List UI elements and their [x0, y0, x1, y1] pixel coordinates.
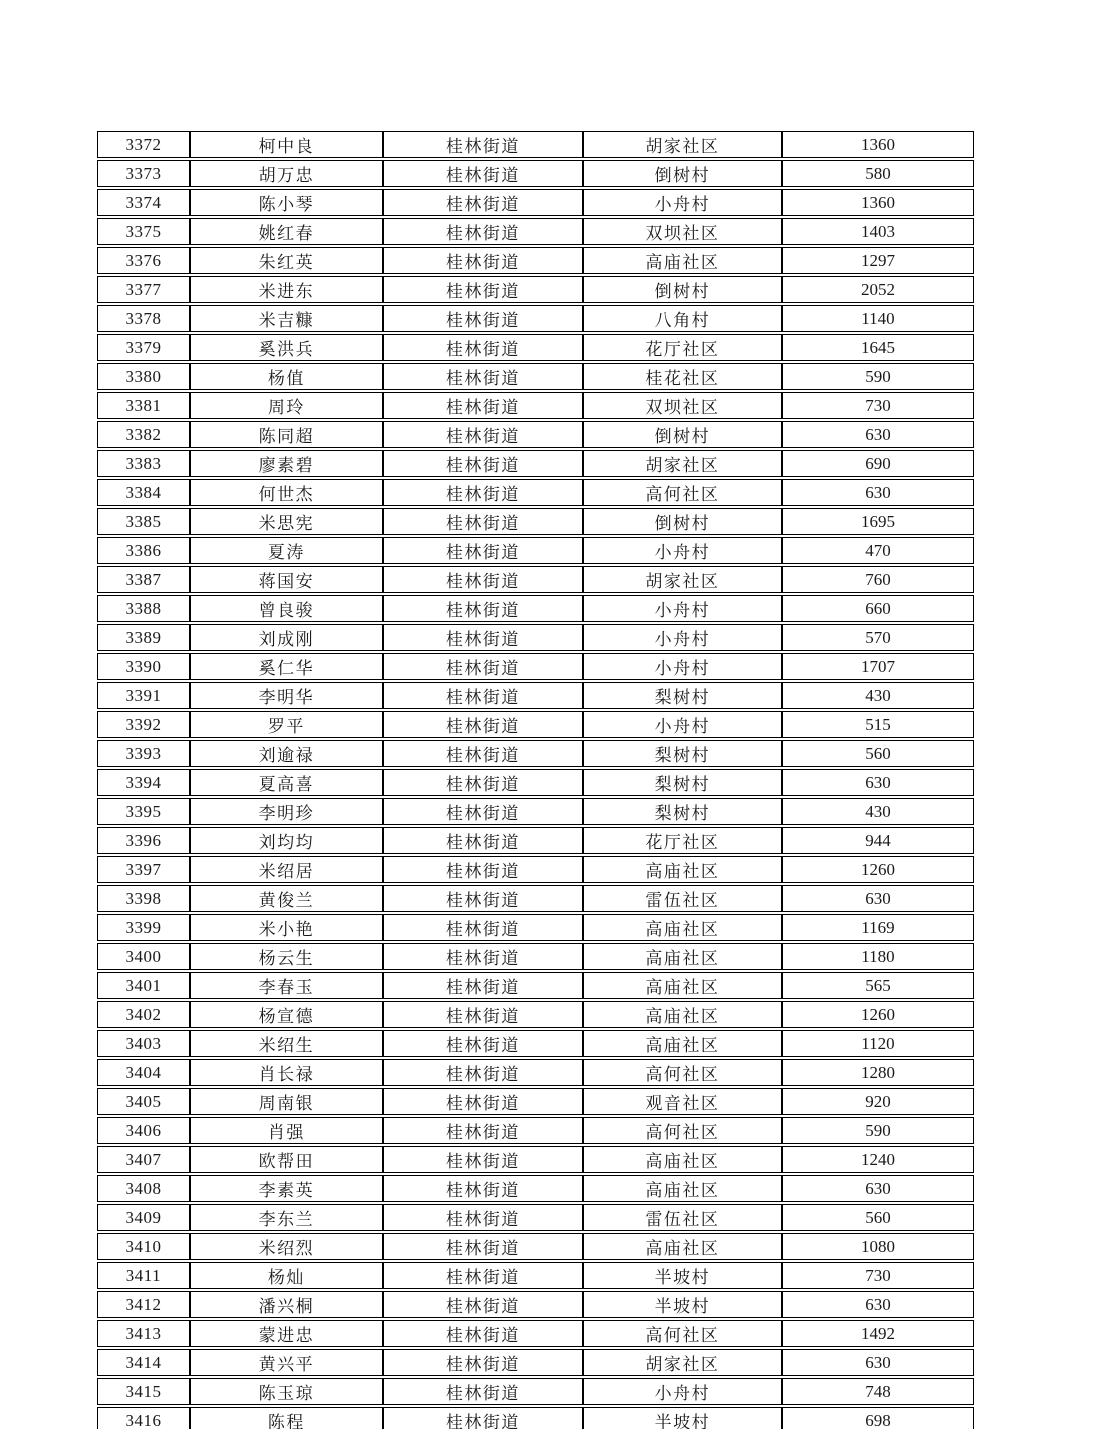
cell-village: 高何社区: [583, 1320, 782, 1347]
cell-id: 3413: [97, 1320, 190, 1347]
cell-village: 梨树村: [583, 769, 782, 796]
cell-name: 李明华: [190, 682, 383, 709]
cell-name: 陈同超: [190, 421, 383, 448]
cell-village: 小舟村: [583, 537, 782, 564]
cell-id: 3386: [97, 537, 190, 564]
cell-village: 半坡村: [583, 1262, 782, 1289]
cell-amount: 1120: [782, 1030, 974, 1057]
cell-amount: 630: [782, 885, 974, 912]
cell-village: 半坡村: [583, 1291, 782, 1318]
cell-street: 桂林街道: [383, 1088, 583, 1115]
table-row: [97, 1320, 974, 1347]
cell-amount: 470: [782, 537, 974, 564]
cell-street: 桂林街道: [383, 1233, 583, 1260]
cell-amount: 630: [782, 1291, 974, 1318]
cell-id: 3407: [97, 1146, 190, 1173]
cell-name: 欧帮田: [190, 1146, 383, 1173]
cell-id: 3398: [97, 885, 190, 912]
cell-amount: 730: [782, 392, 974, 419]
table-row: [97, 305, 974, 332]
cell-street: 桂林街道: [383, 624, 583, 651]
cell-name: 米绍居: [190, 856, 383, 883]
cell-village: 小舟村: [583, 189, 782, 216]
table-row: [97, 827, 974, 854]
cell-amount: 944: [782, 827, 974, 854]
cell-id: 3396: [97, 827, 190, 854]
cell-village: 高庙社区: [583, 1030, 782, 1057]
cell-id: 3385: [97, 508, 190, 535]
cell-name: 杨宣德: [190, 1001, 383, 1028]
table-row: [97, 276, 974, 303]
cell-street: 桂林街道: [383, 1407, 583, 1429]
cell-village: 花厅社区: [583, 334, 782, 361]
cell-name: 米思宪: [190, 508, 383, 535]
cell-street: 桂林街道: [383, 827, 583, 854]
cell-street: 桂林街道: [383, 711, 583, 738]
cell-name: 蒙进忠: [190, 1320, 383, 1347]
table-row: [97, 189, 974, 216]
cell-street: 桂林街道: [383, 1146, 583, 1173]
cell-id: 3372: [97, 131, 190, 158]
cell-street: 桂林街道: [383, 1117, 583, 1144]
cell-name: 陈玉琼: [190, 1378, 383, 1405]
cell-street: 桂林街道: [383, 1378, 583, 1405]
cell-amount: 1169: [782, 914, 974, 941]
cell-amount: 430: [782, 682, 974, 709]
table-row: [97, 160, 974, 187]
cell-street: 桂林街道: [383, 566, 583, 593]
cell-street: 桂林街道: [383, 595, 583, 622]
cell-village: 高庙社区: [583, 1146, 782, 1173]
cell-amount: 590: [782, 363, 974, 390]
table-row: [97, 914, 974, 941]
cell-id: 3375: [97, 218, 190, 245]
cell-name: 周玲: [190, 392, 383, 419]
cell-id: 3384: [97, 479, 190, 506]
cell-name: 朱红英: [190, 247, 383, 274]
cell-street: 桂林街道: [383, 276, 583, 303]
cell-village: 梨树村: [583, 740, 782, 767]
table-row: [97, 1030, 974, 1057]
cell-id: 3405: [97, 1088, 190, 1115]
cell-village: 雷伍社区: [583, 1204, 782, 1231]
cell-amount: 1260: [782, 1001, 974, 1028]
cell-name: 米进东: [190, 276, 383, 303]
cell-street: 桂林街道: [383, 537, 583, 564]
cell-amount: 630: [782, 769, 974, 796]
cell-street: 桂林街道: [383, 305, 583, 332]
cell-name: 夏高喜: [190, 769, 383, 796]
table-row: [97, 1262, 974, 1289]
cell-village: 桂花社区: [583, 363, 782, 390]
cell-street: 桂林街道: [383, 1262, 583, 1289]
cell-street: 桂林街道: [383, 363, 583, 390]
cell-amount: 1240: [782, 1146, 974, 1173]
records-table-body: [97, 131, 974, 1429]
cell-id: 3391: [97, 682, 190, 709]
cell-name: 胡万忠: [190, 160, 383, 187]
cell-id: 3394: [97, 769, 190, 796]
cell-id: 3380: [97, 363, 190, 390]
cell-id: 3410: [97, 1233, 190, 1260]
cell-id: 3388: [97, 595, 190, 622]
cell-id: 3401: [97, 972, 190, 999]
cell-id: 3389: [97, 624, 190, 651]
table-row: [97, 479, 974, 506]
cell-amount: 1492: [782, 1320, 974, 1347]
cell-street: 桂林街道: [383, 421, 583, 448]
cell-street: 桂林街道: [383, 334, 583, 361]
cell-id: 3406: [97, 1117, 190, 1144]
cell-street: 桂林街道: [383, 856, 583, 883]
cell-name: 肖强: [190, 1117, 383, 1144]
cell-name: 黄俊兰: [190, 885, 383, 912]
cell-village: 胡家社区: [583, 131, 782, 158]
cell-amount: 630: [782, 421, 974, 448]
cell-amount: 630: [782, 1349, 974, 1376]
cell-id: 3399: [97, 914, 190, 941]
cell-id: 3374: [97, 189, 190, 216]
cell-id: 3377: [97, 276, 190, 303]
cell-amount: 2052: [782, 276, 974, 303]
cell-id: 3390: [97, 653, 190, 680]
table-row: [97, 421, 974, 448]
cell-name: 米吉糠: [190, 305, 383, 332]
table-row: [97, 769, 974, 796]
cell-amount: 760: [782, 566, 974, 593]
cell-amount: 730: [782, 1262, 974, 1289]
cell-amount: 515: [782, 711, 974, 738]
cell-village: 双坝社区: [583, 392, 782, 419]
cell-name: 柯中良: [190, 131, 383, 158]
cell-village: 胡家社区: [583, 1349, 782, 1376]
cell-id: 3409: [97, 1204, 190, 1231]
table-row: [97, 1291, 974, 1318]
cell-street: 桂林街道: [383, 247, 583, 274]
cell-village: 雷伍社区: [583, 885, 782, 912]
cell-name: 杨值: [190, 363, 383, 390]
cell-street: 桂林街道: [383, 972, 583, 999]
cell-village: 高何社区: [583, 1117, 782, 1144]
cell-id: 3395: [97, 798, 190, 825]
table-row: [97, 537, 974, 564]
table-row: [97, 1233, 974, 1260]
cell-name: 肖长禄: [190, 1059, 383, 1086]
cell-id: 3412: [97, 1291, 190, 1318]
cell-amount: 1140: [782, 305, 974, 332]
table-row: [97, 885, 974, 912]
cell-village: 高何社区: [583, 479, 782, 506]
cell-id: 3403: [97, 1030, 190, 1057]
cell-street: 桂林街道: [383, 1349, 583, 1376]
table-row: [97, 856, 974, 883]
cell-id: 3416: [97, 1407, 190, 1429]
cell-amount: 690: [782, 450, 974, 477]
cell-street: 桂林街道: [383, 189, 583, 216]
cell-village: 倒树村: [583, 508, 782, 535]
cell-amount: 1360: [782, 131, 974, 158]
table-row: [97, 1059, 974, 1086]
cell-village: 双坝社区: [583, 218, 782, 245]
table-row: [97, 508, 974, 535]
cell-id: 3397: [97, 856, 190, 883]
cell-amount: 565: [782, 972, 974, 999]
cell-amount: 1403: [782, 218, 974, 245]
cell-street: 桂林街道: [383, 1291, 583, 1318]
cell-village: 胡家社区: [583, 566, 782, 593]
cell-name: 米绍生: [190, 1030, 383, 1057]
cell-street: 桂林街道: [383, 218, 583, 245]
cell-name: 陈程: [190, 1407, 383, 1429]
cell-amount: 580: [782, 160, 974, 187]
cell-name: 米小艳: [190, 914, 383, 941]
cell-village: 小舟村: [583, 711, 782, 738]
cell-village: 高庙社区: [583, 856, 782, 883]
cell-amount: 1695: [782, 508, 974, 535]
cell-amount: 570: [782, 624, 974, 651]
table-row: [97, 131, 974, 158]
cell-name: 陈小琴: [190, 189, 383, 216]
cell-amount: 1645: [782, 334, 974, 361]
cell-village: 小舟村: [583, 624, 782, 651]
cell-village: 高庙社区: [583, 972, 782, 999]
cell-village: 高庙社区: [583, 1001, 782, 1028]
cell-name: 李东兰: [190, 1204, 383, 1231]
cell-village: 小舟村: [583, 1378, 782, 1405]
cell-amount: 1080: [782, 1233, 974, 1260]
cell-id: 3408: [97, 1175, 190, 1202]
cell-id: 3402: [97, 1001, 190, 1028]
records-table: [97, 129, 974, 1429]
cell-name: 刘逾禄: [190, 740, 383, 767]
cell-id: 3379: [97, 334, 190, 361]
cell-name: 刘均均: [190, 827, 383, 854]
cell-name: 奚仁华: [190, 653, 383, 680]
table-row: [97, 566, 974, 593]
table-row: [97, 1349, 974, 1376]
cell-id: 3414: [97, 1349, 190, 1376]
cell-name: 李素英: [190, 1175, 383, 1202]
cell-street: 桂林街道: [383, 943, 583, 970]
table-row: [97, 1088, 974, 1115]
cell-name: 周南银: [190, 1088, 383, 1115]
cell-village: 高庙社区: [583, 247, 782, 274]
table-row: [97, 682, 974, 709]
cell-name: 李春玉: [190, 972, 383, 999]
table-row: [97, 218, 974, 245]
cell-street: 桂林街道: [383, 798, 583, 825]
cell-id: 3415: [97, 1378, 190, 1405]
cell-amount: 630: [782, 479, 974, 506]
cell-village: 倒树村: [583, 421, 782, 448]
cell-village: 小舟村: [583, 595, 782, 622]
cell-amount: 1297: [782, 247, 974, 274]
table-row: [97, 363, 974, 390]
cell-street: 桂林街道: [383, 769, 583, 796]
table-row: [97, 247, 974, 274]
cell-street: 桂林街道: [383, 682, 583, 709]
cell-name: 黄兴平: [190, 1349, 383, 1376]
cell-id: 3392: [97, 711, 190, 738]
cell-amount: 1180: [782, 943, 974, 970]
cell-village: 半坡村: [583, 1407, 782, 1429]
cell-name: 刘成刚: [190, 624, 383, 651]
table-row: [97, 595, 974, 622]
cell-id: 3373: [97, 160, 190, 187]
cell-amount: 1260: [782, 856, 974, 883]
cell-street: 桂林街道: [383, 1001, 583, 1028]
table-row: [97, 1117, 974, 1144]
cell-village: 高何社区: [583, 1059, 782, 1086]
cell-village: 高庙社区: [583, 943, 782, 970]
cell-street: 桂林街道: [383, 740, 583, 767]
cell-amount: 1707: [782, 653, 974, 680]
cell-village: 小舟村: [583, 653, 782, 680]
cell-village: 高庙社区: [583, 914, 782, 941]
cell-village: 高庙社区: [583, 1233, 782, 1260]
cell-amount: 1280: [782, 1059, 974, 1086]
cell-id: 3393: [97, 740, 190, 767]
cell-street: 桂林街道: [383, 479, 583, 506]
cell-id: 3378: [97, 305, 190, 332]
cell-street: 桂林街道: [383, 885, 583, 912]
cell-name: 夏涛: [190, 537, 383, 564]
cell-street: 桂林街道: [383, 1030, 583, 1057]
cell-id: 3383: [97, 450, 190, 477]
cell-village: 倒树村: [583, 160, 782, 187]
cell-village: 八角村: [583, 305, 782, 332]
table-row: [97, 624, 974, 651]
cell-name: 蒋国安: [190, 566, 383, 593]
table-row: [97, 392, 974, 419]
cell-street: 桂林街道: [383, 160, 583, 187]
cell-village: 花厅社区: [583, 827, 782, 854]
cell-street: 桂林街道: [383, 392, 583, 419]
cell-id: 3411: [97, 1262, 190, 1289]
cell-street: 桂林街道: [383, 450, 583, 477]
cell-amount: 920: [782, 1088, 974, 1115]
cell-id: 3381: [97, 392, 190, 419]
cell-street: 桂林街道: [383, 131, 583, 158]
cell-name: 潘兴桐: [190, 1291, 383, 1318]
cell-street: 桂林街道: [383, 1175, 583, 1202]
cell-amount: 430: [782, 798, 974, 825]
cell-amount: 560: [782, 740, 974, 767]
table-row: [97, 1175, 974, 1202]
cell-amount: 660: [782, 595, 974, 622]
table-row: [97, 1407, 974, 1429]
cell-village: 梨树村: [583, 682, 782, 709]
cell-id: 3387: [97, 566, 190, 593]
table-row: [97, 798, 974, 825]
cell-name: 李明珍: [190, 798, 383, 825]
cell-village: 观音社区: [583, 1088, 782, 1115]
cell-name: 米绍烈: [190, 1233, 383, 1260]
cell-street: 桂林街道: [383, 508, 583, 535]
cell-street: 桂林街道: [383, 653, 583, 680]
cell-village: 梨树村: [583, 798, 782, 825]
cell-id: 3376: [97, 247, 190, 274]
cell-name: 罗平: [190, 711, 383, 738]
table-row: [97, 711, 974, 738]
cell-name: 奚洪兵: [190, 334, 383, 361]
cell-name: 何世杰: [190, 479, 383, 506]
table-row: [97, 1204, 974, 1231]
cell-name: 杨灿: [190, 1262, 383, 1289]
table-row: [97, 653, 974, 680]
cell-village: 高庙社区: [583, 1175, 782, 1202]
cell-name: 廖素碧: [190, 450, 383, 477]
cell-id: 3400: [97, 943, 190, 970]
cell-name: 曾良骏: [190, 595, 383, 622]
cell-id: 3382: [97, 421, 190, 448]
cell-street: 桂林街道: [383, 1204, 583, 1231]
table-row: [97, 450, 974, 477]
cell-amount: 560: [782, 1204, 974, 1231]
table-row: [97, 943, 974, 970]
cell-street: 桂林街道: [383, 1320, 583, 1347]
cell-village: 倒树村: [583, 276, 782, 303]
cell-amount: 590: [782, 1117, 974, 1144]
records-table-container: [97, 129, 974, 1429]
table-row: [97, 1378, 974, 1405]
cell-amount: 698: [782, 1407, 974, 1429]
cell-name: 杨云生: [190, 943, 383, 970]
cell-street: 桂林街道: [383, 1059, 583, 1086]
cell-amount: 630: [782, 1175, 974, 1202]
cell-name: 姚红春: [190, 218, 383, 245]
table-row: [97, 1146, 974, 1173]
cell-street: 桂林街道: [383, 914, 583, 941]
table-row: [97, 334, 974, 361]
cell-village: 胡家社区: [583, 450, 782, 477]
table-row: [97, 1001, 974, 1028]
cell-id: 3404: [97, 1059, 190, 1086]
cell-amount: 748: [782, 1378, 974, 1405]
table-row: [97, 740, 974, 767]
table-row: [97, 972, 974, 999]
cell-amount: 1360: [782, 189, 974, 216]
